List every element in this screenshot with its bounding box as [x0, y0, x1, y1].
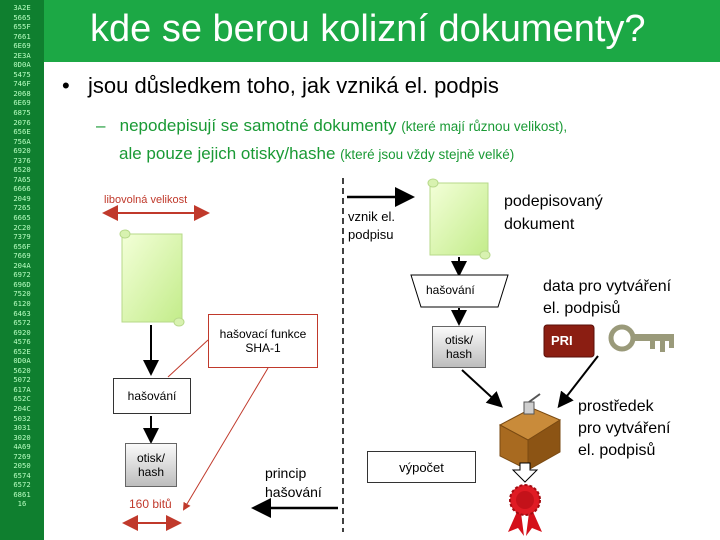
- slide-title: kde se berou kolizní dokumenty?: [90, 8, 646, 50]
- hex-value: 7520: [13, 289, 31, 299]
- digest-to-device-arrow: [462, 370, 500, 405]
- size-label: libovolná velikost: [104, 194, 188, 206]
- hex-value: 2C20: [13, 222, 31, 232]
- principle-label: [265, 464, 322, 502]
- hex-value: 204C: [13, 403, 31, 413]
- keydata-line1: data pro vytváření: [543, 278, 672, 295]
- hex-value: 4576: [13, 337, 31, 347]
- sub2-small: (které jsou vždy stejně velké): [340, 147, 515, 162]
- hex-value: 617A: [13, 384, 31, 394]
- sub1-main: nepodepisují se samotné dokumenty: [119, 116, 397, 135]
- hex-value: 5475: [13, 69, 31, 79]
- hex-value: 6572: [13, 480, 31, 490]
- hex-value: 7269: [13, 451, 31, 461]
- hex-value: 6572: [13, 318, 31, 328]
- seal-icon: [508, 485, 542, 536]
- device-line3: el. podpisů: [578, 442, 656, 459]
- sub-dash: –: [96, 116, 106, 135]
- hex-value: 6120: [13, 298, 31, 308]
- hex-value: 7265: [13, 203, 31, 213]
- device-line1: prostředek: [578, 398, 654, 415]
- hex-value: 7376: [13, 155, 31, 165]
- bullet-dot: •: [62, 73, 70, 98]
- hex-value: 3A2E: [13, 3, 31, 12]
- hex-value: 2050: [13, 461, 31, 471]
- creation-label: [348, 208, 395, 244]
- left-document-icon: [120, 230, 184, 326]
- hex-value: 5665: [13, 12, 31, 22]
- hex-value: 2E3A: [13, 50, 31, 60]
- hex-value: 0D0A: [13, 60, 31, 70]
- hex-value: 4A69: [13, 442, 31, 452]
- right-document-icon: [428, 179, 490, 259]
- hex-value: 756A: [13, 136, 31, 146]
- hex-value: 2068: [13, 88, 31, 98]
- left-digest-line2: hash: [137, 465, 165, 479]
- hash-function-callout: [208, 314, 318, 368]
- creation-line1: vznik el.: [348, 209, 395, 224]
- signature-device-label: [578, 396, 670, 462]
- key-tag: PRI: [551, 333, 573, 348]
- right-digest-line2: hash: [445, 347, 473, 361]
- main-bullet-text: jsou důsledkem toho, jak vzniká el. podpis: [88, 73, 499, 98]
- sub1-small: (které mají různou velikost),: [401, 119, 568, 134]
- right-digest-box: [432, 326, 486, 368]
- hex-value: 5032: [13, 413, 31, 423]
- hex-value: 7669: [13, 251, 31, 261]
- hex-value: 204A: [13, 260, 31, 270]
- principle-line2: hašování: [265, 484, 322, 500]
- doc-line1: podepisovaný: [504, 193, 603, 210]
- hex-value: 6920: [13, 146, 31, 156]
- callout-arrow: [184, 368, 268, 509]
- left-digest-line1: otisk/: [136, 451, 165, 465]
- principle-line1: princip: [265, 465, 307, 481]
- sub2-main: ale pouze jejich otisky/hashe: [119, 144, 336, 163]
- left-digest-box: [125, 443, 177, 487]
- doc-line2: dokument: [504, 216, 575, 233]
- computation-text: výpočet: [399, 459, 444, 475]
- key-data-label: [543, 276, 671, 320]
- left-hash-text: hašování: [127, 389, 177, 403]
- hex-value: 6574: [13, 470, 31, 480]
- hex-value: 7661: [13, 31, 31, 41]
- hex-value: 6E69: [13, 98, 31, 108]
- hex-value: 696D: [13, 279, 31, 289]
- hex-value: 6861: [13, 489, 31, 499]
- hex-value: 0D0A: [13, 356, 31, 366]
- callout-line1: hašovací funkce: [219, 327, 307, 341]
- hex-value: 6520: [13, 165, 31, 175]
- hex-value: 6920: [13, 327, 31, 337]
- hex-value: 3031: [13, 423, 31, 433]
- keydata-line2: el. podpisů: [543, 300, 621, 317]
- hex-value: 2049: [13, 193, 31, 203]
- hex-value: 6666: [13, 184, 31, 194]
- hex-value: 16: [17, 499, 27, 509]
- hex-value: 6665: [13, 213, 31, 223]
- computation-box: [367, 451, 476, 483]
- hex-value: 6E69: [13, 41, 31, 51]
- signature-device-icon: [500, 394, 560, 470]
- hex-value: 746F: [13, 79, 31, 89]
- hex-value: 652E: [13, 346, 31, 356]
- right-digest-line1: otisk/: [444, 333, 473, 347]
- creation-line2: podpisu: [348, 227, 394, 242]
- hex-value: 6875: [13, 108, 31, 118]
- hex-value: 6463: [13, 308, 31, 318]
- hex-value: 656E: [13, 127, 31, 137]
- callout-line2: SHA-1: [245, 341, 281, 355]
- hex-value: 7A65: [13, 174, 31, 184]
- right-hash-text: hašování: [426, 283, 475, 297]
- hex-value: 6972: [13, 270, 31, 280]
- hex-value: 5072: [13, 375, 31, 385]
- hex-value: 5620: [13, 365, 31, 375]
- hex-value: 656F: [13, 241, 31, 251]
- hex-value: 2076: [13, 117, 31, 127]
- signed-document-label: [504, 190, 603, 236]
- bits-label: 160 bitů: [129, 497, 172, 511]
- hex-value: 7379: [13, 232, 31, 242]
- hex-value: 652C: [13, 394, 31, 404]
- hex-value: 3020: [13, 432, 31, 442]
- device-line2: pro vytváření: [578, 420, 671, 437]
- callout-pointer: [168, 340, 208, 377]
- left-hash-box: [113, 378, 191, 414]
- hex-value: 655F: [13, 22, 31, 32]
